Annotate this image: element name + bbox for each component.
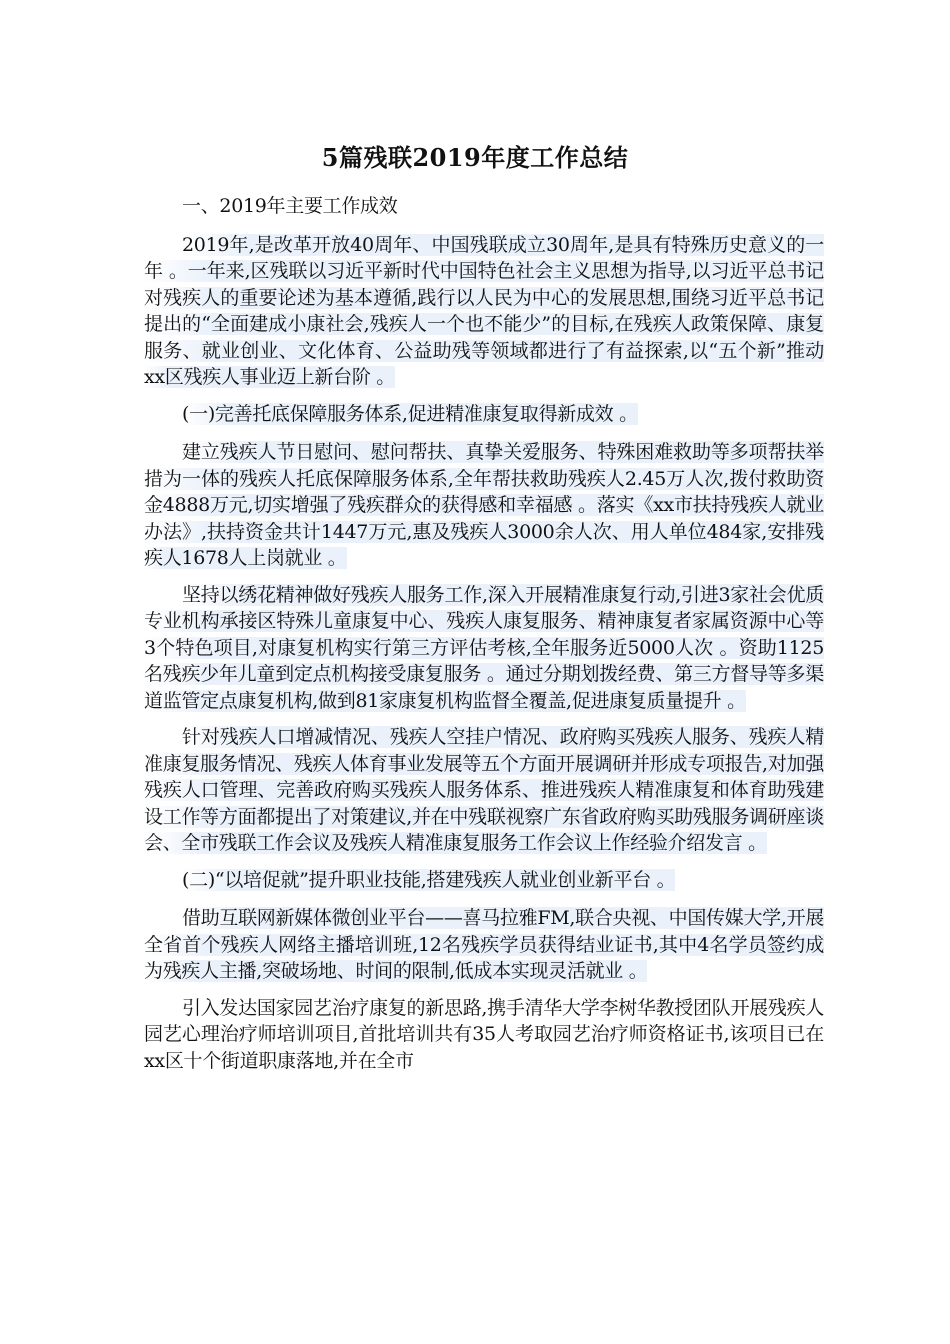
paragraph-overview <box>144 232 824 391</box>
document-body <box>144 193 824 1084</box>
paragraph-text: 坚持以绣花精神做好残疾人服务工作,深入开展精准康复行动,引进3家社会优质专业机构承接区特殊儿童康复中心、残疾人康复服务、精神康复者家属资源中心等3个特色项目,对康复机构实行第三方评估考核,全年服务近5000人次 。资助1125名残疾少年儿童到定点机构接受康复服务 。通过分期划拨经费、第三方督导等多渠道监管定点康复机构,做到81家康复机构监督全覆盖,促进康复质量提升 。 <box>144 583 824 712</box>
paragraph-text: (二)“以培促就”提升职业技能,搭建残疾人就业创业新平台 。 <box>182 868 676 891</box>
subsection-heading-2 <box>144 867 824 894</box>
document-title: 5篇残联2019年度工作总结 <box>321 143 629 172</box>
section-heading-1 <box>144 193 824 220</box>
paragraph-text: 一、2019年主要工作成效 <box>182 195 398 217</box>
paragraph-horticulture <box>144 995 824 1075</box>
paragraph-text: (一)完善托底保障服务体系,促进精准康复取得新成效 。 <box>182 402 638 425</box>
paragraph-text: 借助互联网新媒体微创业平台——喜马拉雅FM,联合央视、中国传媒大学,开展全省首个残疾人网络主播培训班,12名残疾学员获得结业证书,其中4名学员签约成为残疾人主播,突破场地、时间的限制,低成本实现灵活就业 。 <box>144 907 824 982</box>
paragraph-text: 针对残疾人口增减情况、残疾人空挂户情况、政府购买残疾人服务、残疾人精准康复服务情况、残疾人体育事业发展等五个方面开展调研并形成专项报告,对加强残疾人口管理、完善政府购买残疾人服务体系、推进残疾人精准康复和体育助残建设工作等方面都提出了对策建议,并在中残联视察广东省政府购买助残服务调研座谈会、全市残联工作会议及残疾人精准康复服务工作会议上作经验介绍发言 。 <box>144 726 824 854</box>
paragraph-text: 引入发达国家园艺治疗康复的新思路,携手清华大学李树华教授团队开展残疾人园艺心理治疗师培训项目,首批培训共有35人考取园艺治疗师资格证书,该项目已在xx区十个街道职康落地,并在全市 <box>144 996 824 1072</box>
subsection-heading-1 <box>144 401 824 428</box>
paragraph-support-system <box>144 439 824 572</box>
paragraph-rehabilitation <box>144 582 824 715</box>
paragraph-text: 建立残疾人节日慰问、慰问帮扶、真挚关爱服务、特殊困难救助等多项帮扶举措为一体的残疾人托底保障服务体系,全年帮扶救助残疾人2.45万人次,拨付救助资金4888万元,切实增强了残疾群众的获得感和幸福感 。落实《xx市扶持残疾人就业办法》,扶持资金共计1447万元,惠及残疾人3000余人次、用人单位484家,安排残疾人1678人上岗就业 。 <box>144 441 824 569</box>
paragraph-text: 2019年,是改革开放40周年、中国残联成立30周年,是具有特殊历史意义的一年 。一年来,区残联以习近平新时代中国特色社会主义思想为指导,以习近平总书记对残疾人的重要论述为基本遵循,践行以人民为中心的发展思想,围绕习近平总书记提出的“全面建成小康社会,残疾人一个也不能少”的目标,在残疾人政策保障、康复服务、就业创业、文化体育、公益助残等领域都进行了有益探索,以“五个新”推动xx区残疾人事业迈上新台阶 。 <box>144 233 824 388</box>
paragraph-research <box>144 724 824 857</box>
paragraph-online-anchor <box>144 905 824 985</box>
